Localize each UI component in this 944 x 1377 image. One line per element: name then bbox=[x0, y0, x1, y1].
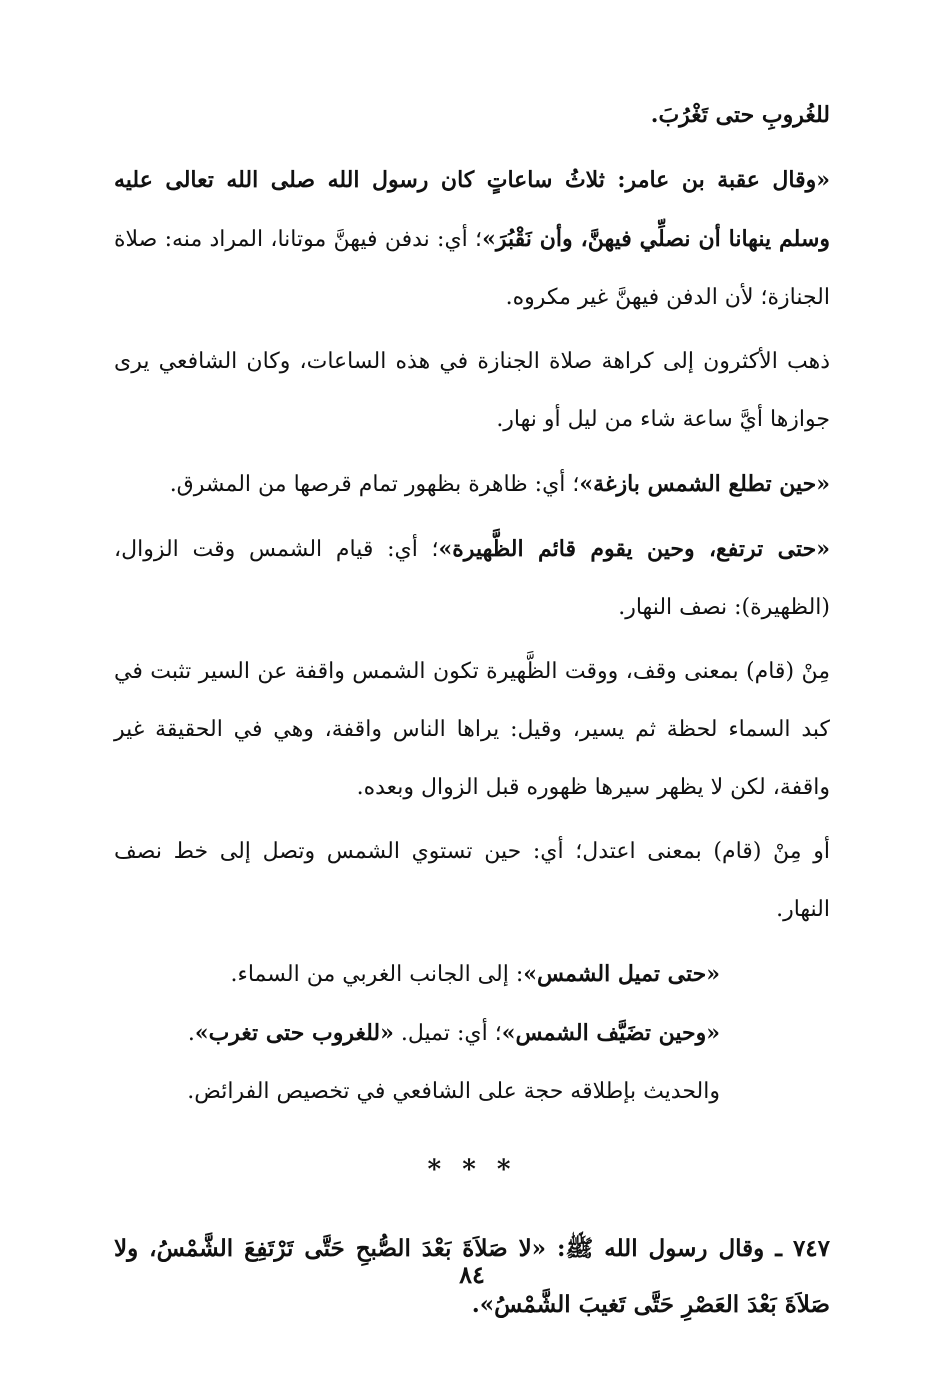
commentary-text: . bbox=[187, 1021, 195, 1046]
text-segment: للغُروبِ حتى تَغْرُبَ. bbox=[650, 102, 830, 128]
commentary-text: ؛ أي: قيام الشمس وقت الزوال، (الظهيرة): نصف النهار. bbox=[114, 537, 830, 620]
commentary-text: ذهب الأكثرون إلى كراهة صلاة الجنازة في هذه الساعات، وكان الشافعي يرى جوازها أيَّ ساعة شاء من ليل أو نهار. bbox=[114, 349, 830, 432]
commentary-text: والحديث بإطلاقه حجة على الشافعي في تخصيص الفرائض. bbox=[187, 1079, 720, 1104]
quoted-hadith-text: «حين تطلع الشمس بازغة» bbox=[579, 471, 830, 497]
section-separator: * * * bbox=[427, 1155, 517, 1185]
commentary-text: : إلى الجانب الغربي من السماء. bbox=[230, 962, 524, 987]
commentary-text: مِنْ (قام) بمعنى وقف، ووقت الظَّهيرة تكون الشمس واقفة عن السير تثبت في كبد السماء لحظة ثم يسير، وقيل: يراها الناس واقفة، وهي في الحقيقة غير واقفة، لكن لا يظهر سيرها ظهوره قبل الزوال وبعده. bbox=[114, 659, 830, 800]
quoted-hadith-text: «حتى تميل الشمس» bbox=[523, 961, 720, 987]
hadith-747: ٧٤٧ ـ وقال رسول الله ﷺ: «لا صَلاَةَ بَعْدَ الصُّبحِ حَتَّى تَرْتَفِعَ الشَّمْسُ، ولا صَلاَةَ بَعْدَ العَصْرِ حَتَّى تَغيبَ الشَّمْسُ». bbox=[114, 1235, 830, 1318]
paragraph-5 bbox=[114, 643, 830, 817]
quoted-hadith-text: «وقال عقبة بن عامر: ثلاثُ ساعاتٍ كان رسول الله صلى الله تعالى عليه وسلم ينهانا أن نصلِّي فيهنَّ، وأن نَقْبُرَ» bbox=[114, 167, 830, 252]
commentary-text: أو مِنْ (قام) بمعنى اعتدل؛ أي: حين تستوي الشمس وتصل إلى خط نصف النهار. bbox=[114, 839, 830, 922]
page-number: ٨٤ bbox=[459, 1260, 485, 1289]
paragraph-6 bbox=[114, 823, 830, 939]
quoted-hadith-text: «وحين تضَيَّف الشمس» bbox=[501, 1020, 720, 1046]
paragraph-1 bbox=[114, 151, 830, 327]
paragraph-3 bbox=[114, 455, 830, 514]
quoted-hadith-text: «حتى ترتفع، وحين يقوم قائم الظَّهيرة» bbox=[438, 536, 830, 562]
page-body bbox=[114, 86, 830, 1339]
paragraph-2 bbox=[114, 333, 830, 449]
paragraph-4 bbox=[114, 520, 830, 637]
commentary-text: ؛ أي: ندفن فيهنَّ موتانا، المراد منه: صلاة الجنازة؛ لأن الدفن فيهنَّ غير مكروه. bbox=[114, 227, 830, 310]
paragraph-0 bbox=[114, 86, 830, 145]
centered-line-1 bbox=[114, 945, 830, 1004]
commentary-text: ؛ أي: ظاهرة بظهور تمام قرصها من المشرق. bbox=[169, 472, 580, 497]
commentary-text: ؛ أي: تميل. bbox=[393, 1021, 502, 1046]
quoted-hadith-text: «للغروب حتى تغرب» bbox=[194, 1020, 394, 1046]
centered-line-2 bbox=[114, 1004, 830, 1063]
centered-line-3 bbox=[114, 1063, 830, 1121]
